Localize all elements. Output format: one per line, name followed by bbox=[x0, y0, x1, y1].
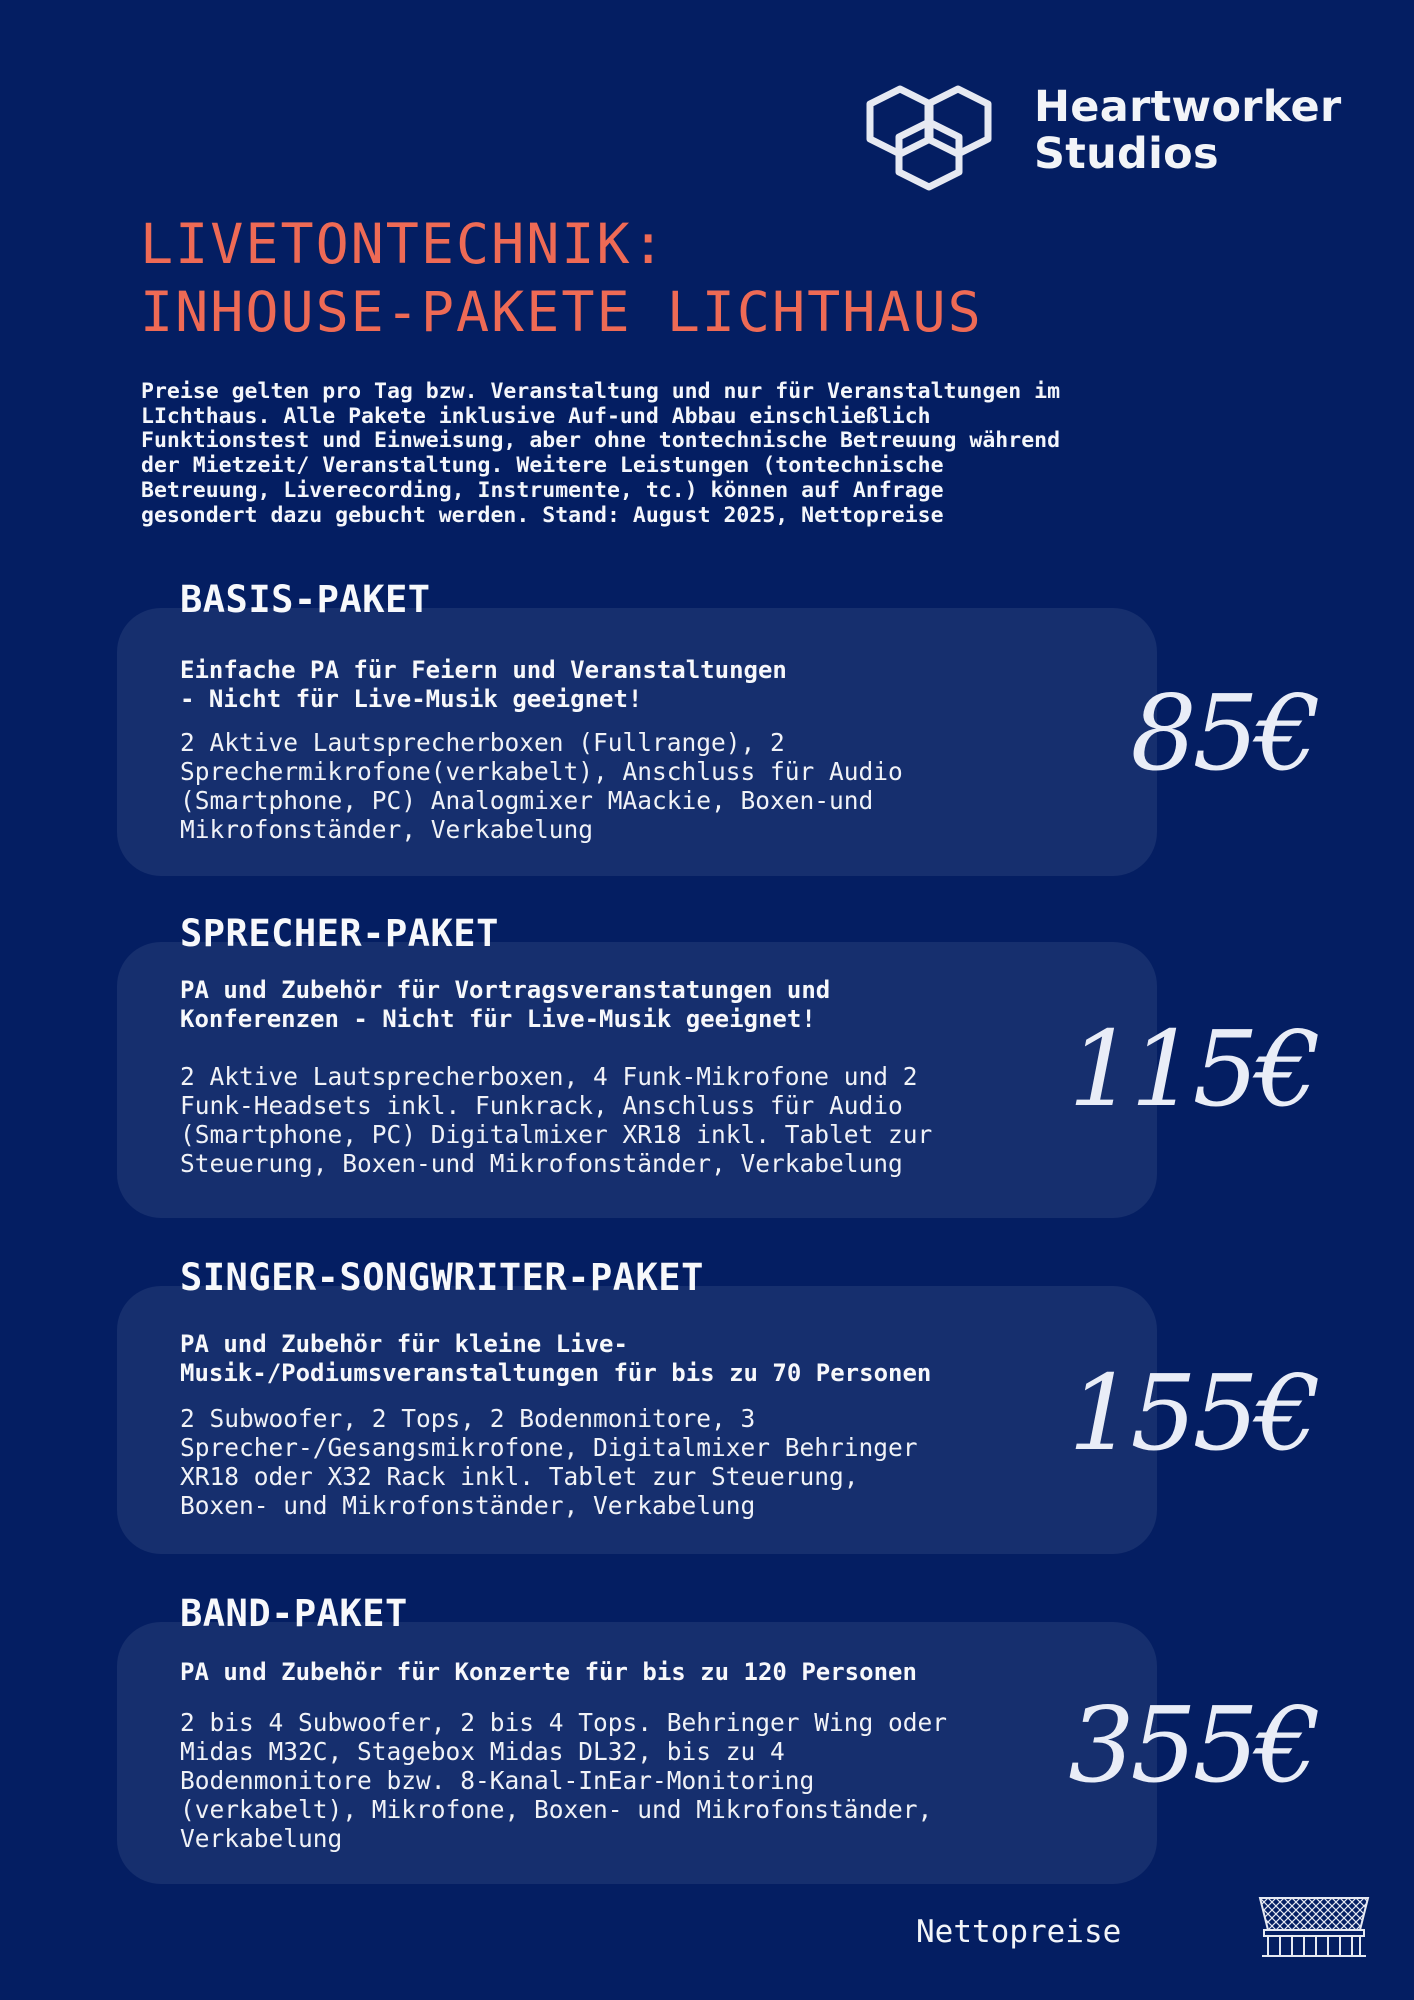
package-price: 355€ bbox=[1068, 1684, 1317, 1806]
package-description: 2 Aktive Lautsprecherboxen, 4 Funk-Mikrofone und 2 Funk-Headsets inkl. Funkrack, Anschluss für Audio (Smartphone, PC) Digitalmixer XR18 inkl. Tablet zur Steuerung, Boxen-und Mikrofonständer, Verkabelung bbox=[180, 1062, 933, 1178]
package-subtitle: PA und Zubehör für kleine Live- Musik-/Podiumsveranstaltungen für bis zu 70 Personen bbox=[180, 1330, 932, 1387]
package-subtitle: PA und Zubehör für Konzerte für bis zu 120 Personen bbox=[180, 1658, 917, 1686]
hexagon-cube-logo-icon bbox=[858, 84, 1000, 192]
package-title: BASIS-PAKET bbox=[180, 578, 431, 621]
footer-note: Nettopreise bbox=[916, 1914, 1122, 1950]
package-title: SINGER-SONGWRITER-PAKET bbox=[180, 1256, 704, 1299]
logo-line-1: Heartworker bbox=[1034, 82, 1342, 132]
package-price: 115€ bbox=[1068, 1008, 1317, 1130]
intro-text: Preise gelten pro Tag bzw. Veranstaltung und nur für Veranstaltungen im LIchthaus. Alle Pakete inklusive Auf-und Abbau einschließlich Funktionstest und Einweisung, aber ohne tontechnische Betreuung während der Mietzeit/ Veranstaltung. Weitere Leistungen (tontechnische Betreuung, Liverecording, Instrumente, tc.) können auf Anfrage gesondert dazu gebucht werden. Stand: August 2025, Nettopreise bbox=[141, 379, 1061, 528]
package-description: 2 Aktive Lautsprecherboxen (Fullrange), 2 Sprechermikrofone(verkabelt), Anschluss für Audio (Smartphone, PC) Analogmixer MAackie, Boxen-und Mikrofonständer, Verkabelung bbox=[180, 728, 903, 844]
package-subtitle: PA und Zubehör für Vortragsveranstatungen und Konferenzen - Nicht für Live-Musik geeignet! bbox=[180, 976, 831, 1033]
logo-line-2: Studios bbox=[1034, 129, 1219, 179]
package-description: 2 Subwoofer, 2 Tops, 2 Bodenmonitore, 3 Sprecher-/Gesangsmikrofone, Digitalmixer Behringer XR18 oder X32 Rack inkl. Tablet zur Steuerung, Boxen- und Mikrofonständer, Verkabelung bbox=[180, 1404, 918, 1520]
page-title bbox=[140, 210, 1240, 346]
package-subtitle: Einfache PA für Feiern und Veranstaltungen - Nicht für Live-Musik geeignet! bbox=[180, 656, 787, 713]
page-title-line-1: LIVETONTECHNIK: bbox=[140, 212, 667, 276]
package-price: 85€ bbox=[1130, 672, 1317, 794]
package-price: 155€ bbox=[1068, 1352, 1317, 1474]
package-description: 2 bis 4 Subwoofer, 2 bis 4 Tops. Behringer Wing oder Midas M32C, Stagebox Midas DL32, bis zu 4 Bodenmonitore bzw. 8-Kanal-InEar-Monitoring (verkabelt), Mikrofone, Boxen- und Mikrofonständer, Verkabelung bbox=[180, 1708, 948, 1853]
package-title: SPRECHER-PAKET bbox=[180, 912, 499, 955]
page-title-line-2: INHOUSE-PAKETE LICHTHAUS bbox=[140, 280, 983, 344]
lichthaus-building-icon bbox=[1256, 1894, 1372, 1960]
package-title: BAND-PAKET bbox=[180, 1592, 408, 1635]
heartworker-logo bbox=[858, 82, 1342, 194]
logo-wordmark bbox=[1034, 84, 1342, 178]
